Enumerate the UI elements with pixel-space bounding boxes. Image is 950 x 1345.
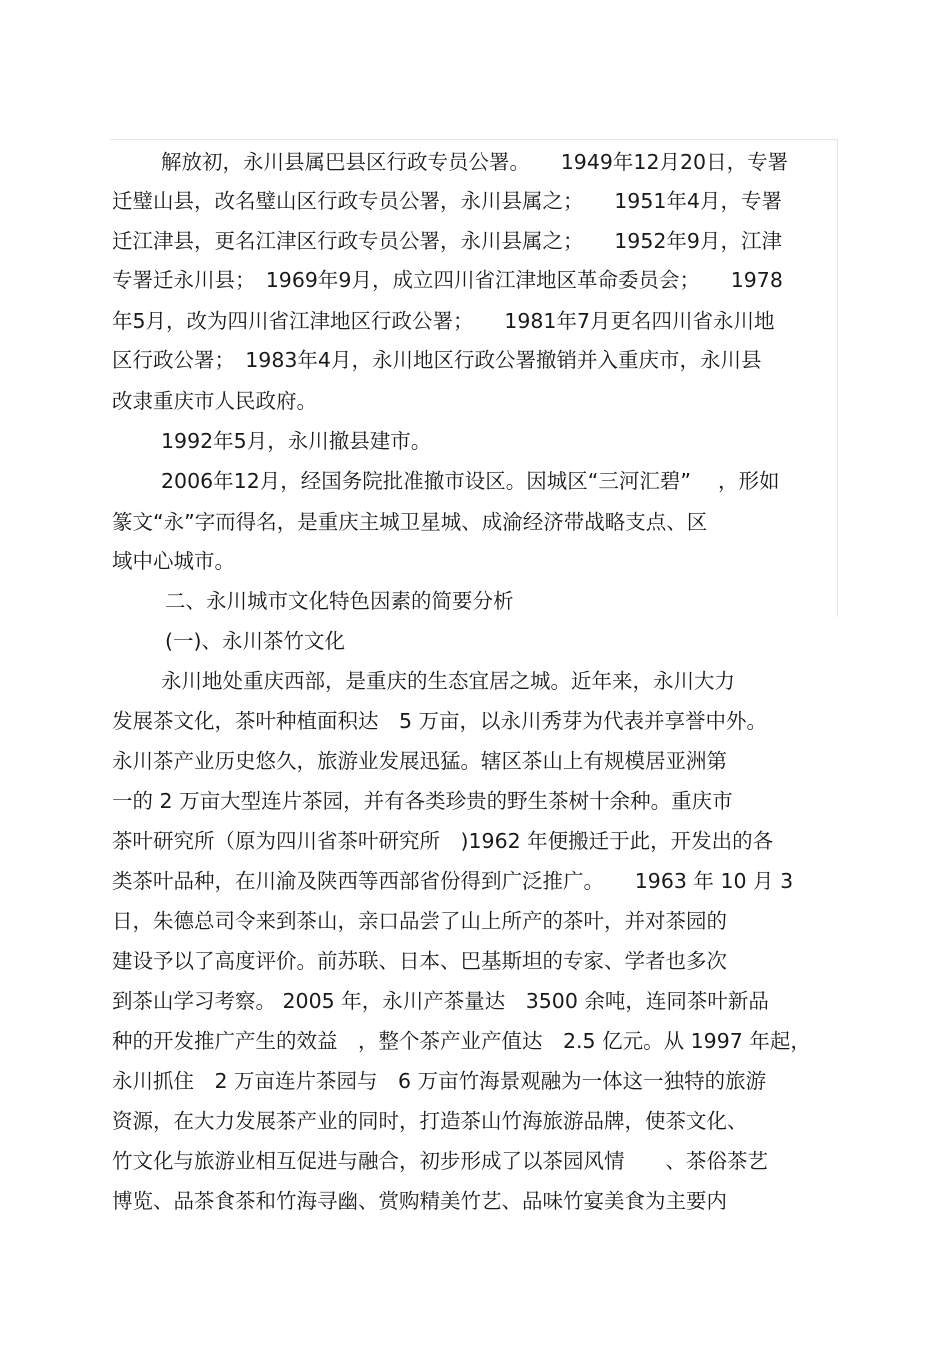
text-line: 区行政公署； 1983年4月，永川地区行政公署撤销并入重庆市，永川县	[112, 348, 762, 372]
subsection-heading: (一)、永川茶竹文化	[165, 629, 345, 653]
text-line: 2006年12月，经国务院批准撤市设区。因城区“三河汇碧” ，形如	[161, 469, 780, 493]
text-line: 改隶重庆市人民政府。	[112, 389, 317, 413]
text-line: 资源，在大力发展茶产业的同时，打造茶山竹海旅游品牌，使茶文化、	[112, 1109, 748, 1133]
text-line: 年5月，改为四川省江津地区行政公署； 1981年7月更名四川省永川地	[112, 309, 775, 333]
section-heading: 二、永川城市文化特色因素的简要分析	[165, 589, 514, 613]
text-line: 1992年5月，永川撤县建市。	[161, 429, 432, 453]
text-line: 永川茶产业历史悠久，旅游业发展迅猛。辖区茶山上有规模居亚洲第	[112, 749, 727, 773]
text-line: 茶叶研究所（原为四川省茶叶研究所 )1962 年便搬迁于此，开发出的各	[112, 829, 774, 853]
page-frame-top-rule	[110, 139, 838, 140]
text-line: 迁璧山县，改名璧山区行政专员公署，永川县属之； 1951年4月，专署	[112, 189, 782, 213]
text-line: 域中心城市。	[112, 549, 235, 573]
text-line: 到茶山学习考察。 2005 年，永川产茶量达 3500 余吨，连同茶叶新品	[112, 989, 769, 1013]
text-line: 永川地处重庆西部，是重庆的生态宜居之城。近年来，永川大力	[161, 669, 735, 693]
text-line: 永川抓住 2 万亩连片茶园与 6 万亩竹海景观融为一体这一独特的旅游	[112, 1069, 767, 1093]
text-line: 专署迁永川县； 1969年9月，成立四川省江津地区革命委员会； 1978	[112, 268, 783, 292]
text-line: 种的开发推广产生的效益 ，整个茶产业产值达 2.5 亿元。从 1997 年起，	[112, 1029, 811, 1053]
text-line: 博览、品茶食茶和竹海寻幽、赏购精美竹艺、品味竹宴美食为主要内	[112, 1189, 727, 1213]
text-line: 发展茶文化，茶叶种植面积达 5 万亩，以永川秀芽为代表并享誉中外。	[112, 709, 768, 733]
text-line: 建设予以了高度评价。前苏联、日本、巴基斯坦的专家、学者也多次	[112, 949, 727, 973]
text-line: 日，朱德总司令来到茶山，亲口品尝了山上所产的茶叶，并对茶园的	[112, 909, 727, 933]
text-line: 一的 2 万亩大型连片茶园，并有各类珍贵的野生茶树十余种。重庆市	[112, 789, 733, 813]
text-line: 迁江津县，更名江津区行政专员公署，永川县属之； 1952年9月，江津	[112, 229, 782, 253]
page-frame-right-rule	[837, 139, 838, 617]
text-line: 篆文“永”字而得名，是重庆主城卫星城、成渝经济带战略支点、区	[112, 510, 708, 534]
text-line: 竹文化与旅游业相互促进与融合，初步形成了以茶园风情 、茶俗茶艺	[112, 1149, 768, 1173]
text-line: 类茶叶品种，在川渝及陕西等西部省份得到广泛推广。 1963 年 10 月 3	[112, 869, 794, 893]
text-line: 解放初，永川县属巴县区行政专员公署。 1949年12月20日，专署	[161, 150, 789, 174]
